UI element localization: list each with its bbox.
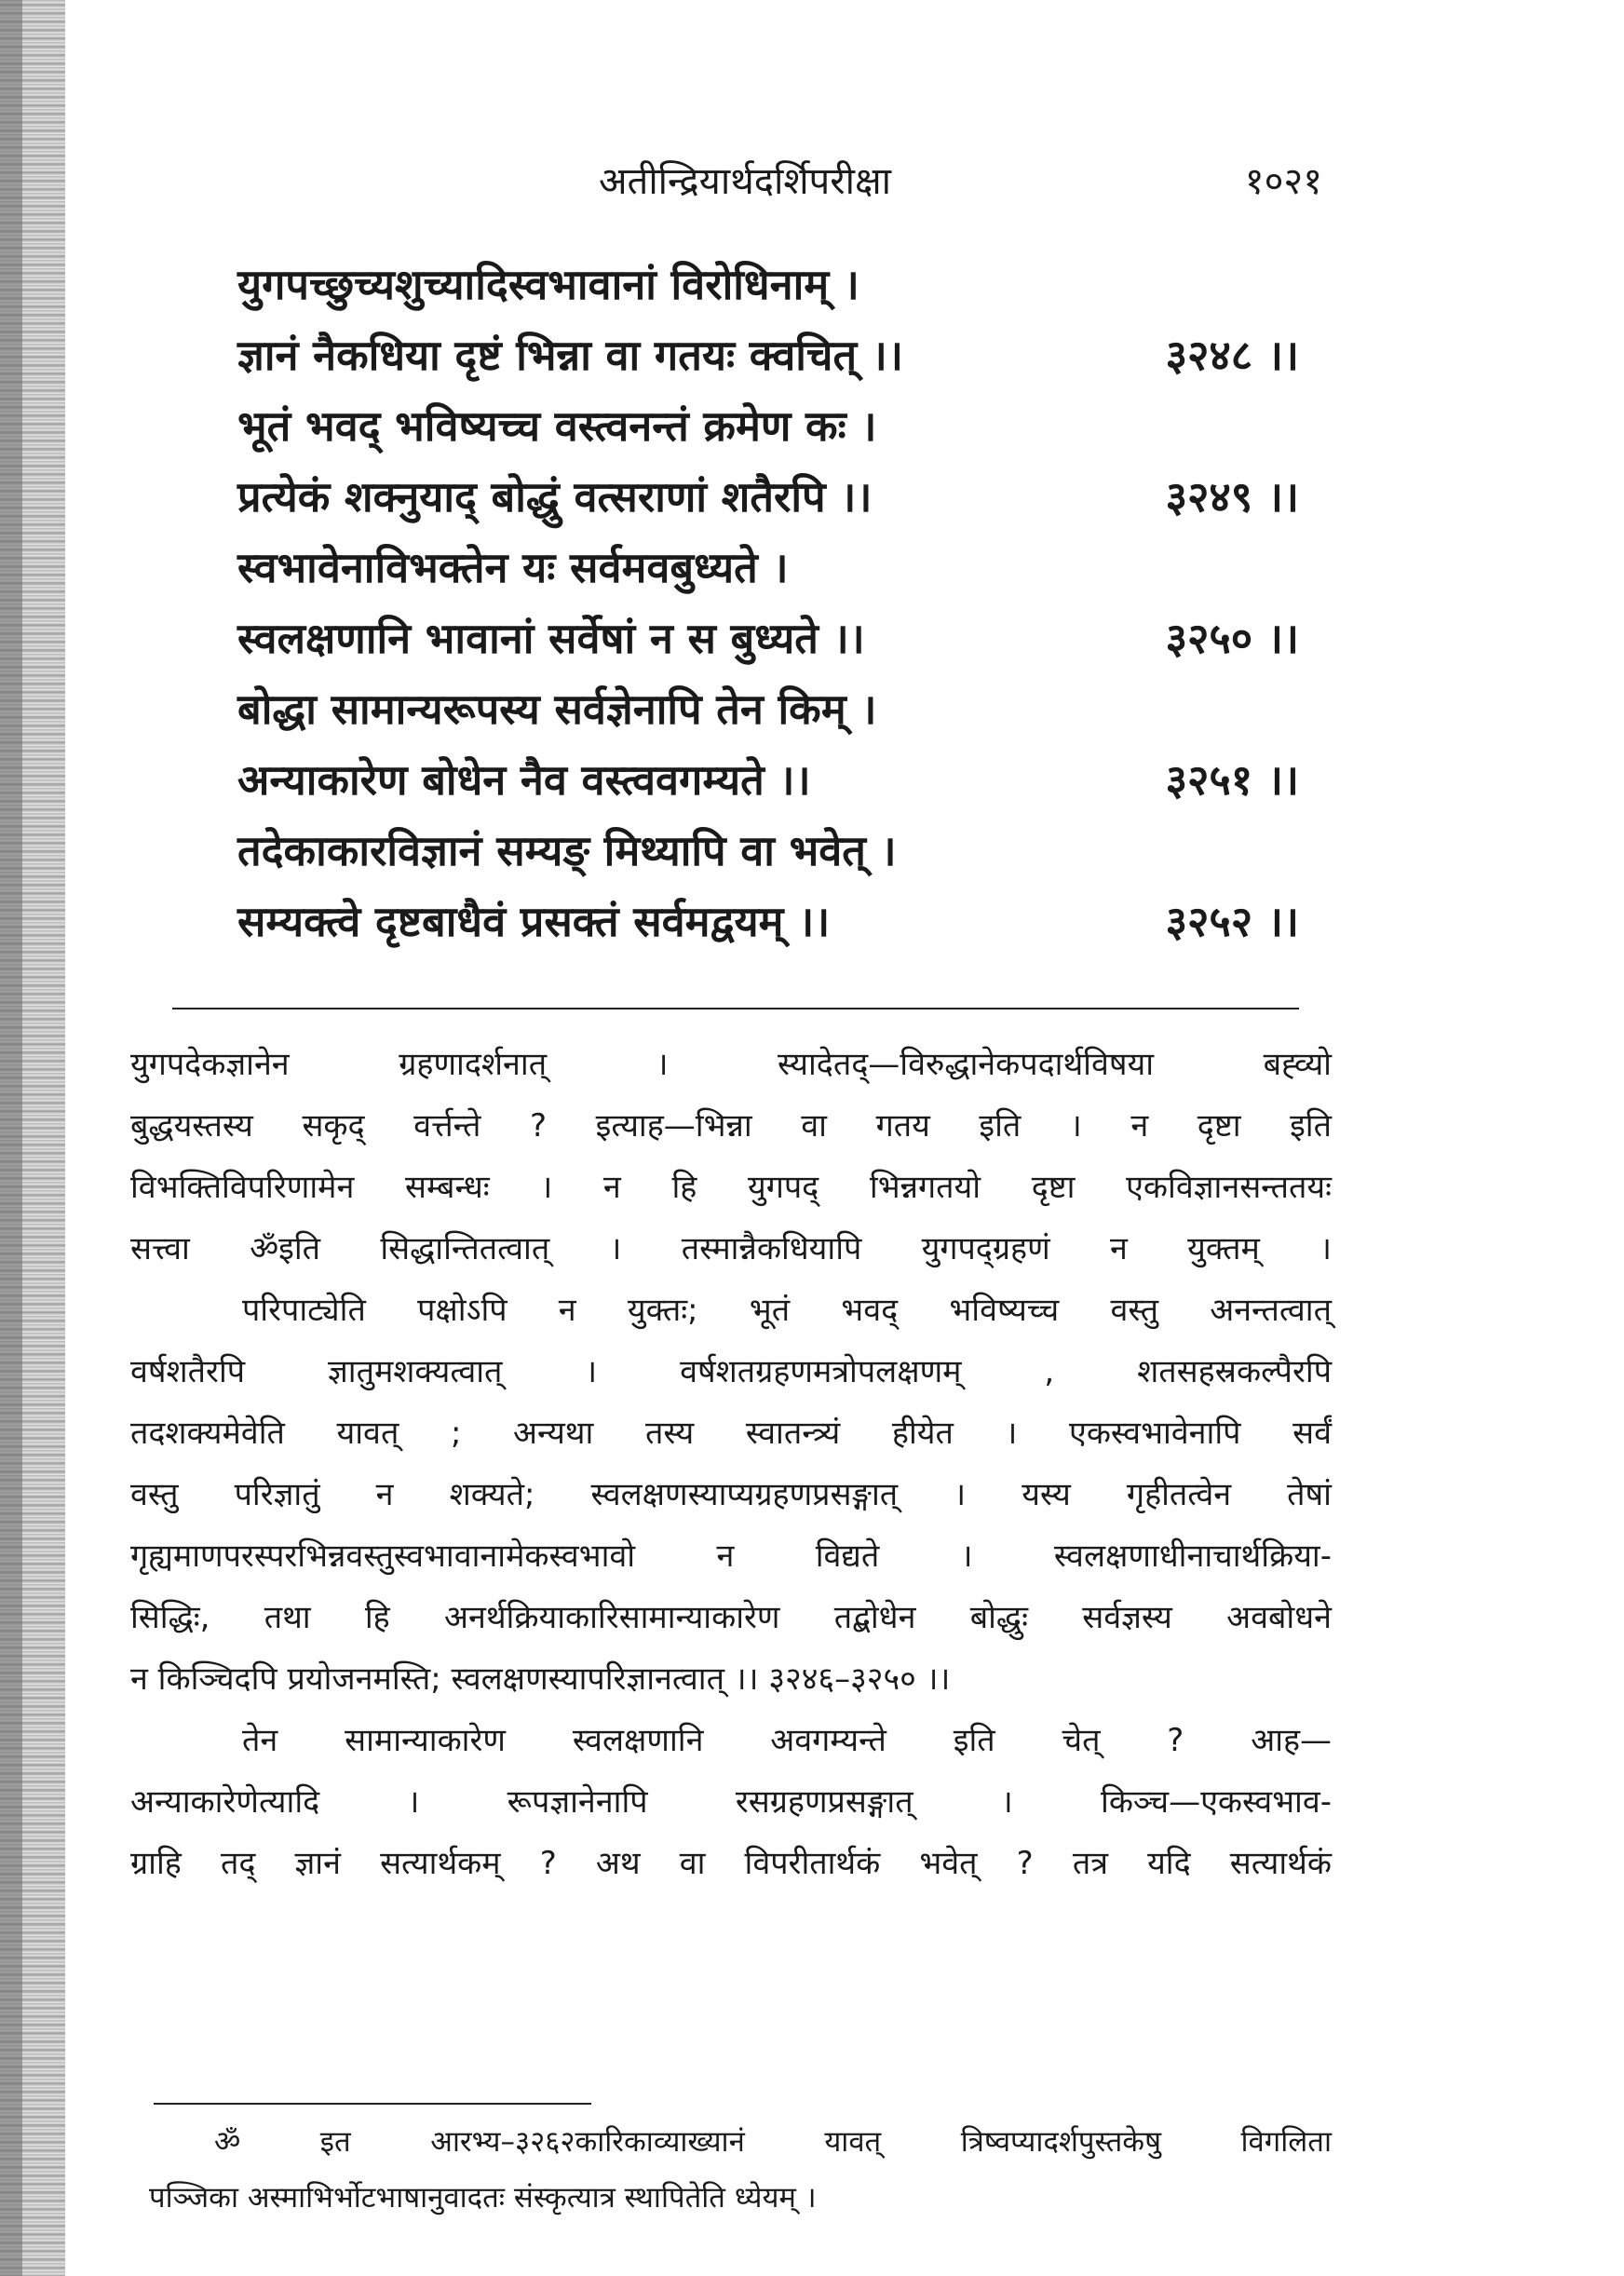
verse-line [237,887,1299,957]
commentary-line: परिपाट्येति पक्षोऽपि न युक्तः; भूतं भवद् भविष्यच्च वस्तु अनन्तत्वात् [242,1292,1332,1329]
verse-text: बोद्धा सामान्यरूपस्य सर्वज्ञेनापि तेन किम् । [237,684,877,734]
footnote-block [149,2114,1332,2226]
verse-text: स्वलक्षणानि भावानां सर्वेषां न स बुध्यते ।। [237,614,865,663]
running-header-title: अतीन्द्रियार्थदर्शिपरीक्षा [598,160,892,203]
verse-number: ३२५० ।। [1165,614,1299,663]
verse-line [237,745,1299,816]
commentary-line: गृह्यमाणपरस्परभिन्नवस्तुस्वभावानामेकस्वभावो न विद्यते । स्वलक्षणाधीनाचार्थक्रिया- [130,1538,1332,1575]
commentary-line: तेन सामान्याकारेण स्वलक्षणानि अवगम्यन्ते इति चेत् ? आह— [242,1722,1332,1759]
verse-text: स्वभावेनाविभक्तेन यः सर्वमवबुध्यते । [237,543,789,592]
commentary-line: न किञ्चिदपि प्रयोजनमस्ति; स्वलक्षणस्यापरिज्ञानत्वात् ।। ३२४६–३२५० ।। [130,1660,951,1698]
verse-line [237,674,1299,745]
verse-line [237,320,1299,391]
verse-text: तदेकाकारविज्ञानं सम्यङ् मिथ्यापि वा भवेत् । [237,826,897,875]
verse-divider [172,1008,1299,1009]
verse-line [237,462,1299,533]
commentary-line: सत्त्वा ॐइति सिद्धान्तितत्वात् । तस्मान्नैकधियापि युगपद्ग्रहणं न युक्तम् । [130,1230,1332,1267]
commentary-line: युगपदेकज्ञानेन ग्रहणादर्शनात् । स्यादेतद्—विरुद्धानेकपदार्थविषया बह्व्यो [130,1046,1332,1083]
commentary-line: विभक्तिविपरिणामेन सम्बन्धः । न हि युगपद् भिन्नगतयो दृष्टा एकविज्ञानसन्ततयः [130,1169,1332,1206]
verse-number: ३२५१ ।। [1165,755,1299,805]
verse-text: प्रत्येकं शक्नुयाद् बोद्धुं वत्सराणां शतैरपि ।। [237,472,873,522]
footnote-line: पञ्जिका अस्माभिर्भोटभाषानुवादतः संस्कृत्यात्र स्थापितेति ध्येयम् । [149,2181,817,2215]
verse-text: सम्यक्त्वे दृष्टबाधैवं प्रसक्तं सर्वमद्वयम् ।। [237,897,831,946]
commentary-line: तदशक्यमेवेति यावत् ; अन्यथा तस्य स्वातन्त्र्यं हीयेत । एकस्वभावेनापि सर्वं [130,1415,1332,1452]
verse-text: ज्ञानं नैकधिया दृष्टं भिन्ना वा गतयः क्वचित् ।। [237,331,903,380]
verse-block [237,250,1299,957]
verse-text: अन्याकारेण बोधेन नैव वस्त्ववगम्यते ।। [237,755,811,805]
verse-line [237,533,1299,603]
verse-number: ३२४८ ।। [1165,331,1299,380]
commentary-line: सिद्धिः, तथा हि अनर्थक्रियाकारिसामान्याकारेण तद्बोधेन बोद्धुः सर्वज्ञस्य अवबोधने [130,1599,1332,1636]
footnote-divider [154,2103,591,2105]
commentary-line: ग्राहि तद् ज्ञानं सत्यार्थकम् ? अथ वा विपरीतार्थकं भवेत् ? तत्र यदि सत्यार्थकं [130,1845,1332,1882]
verse-line [237,250,1299,320]
verse-line [237,391,1299,462]
verse-text: भूतं भवद् भविष्यच्च वस्त्वनन्तं क्रमेण कः । [237,401,877,451]
verse-line [237,603,1299,674]
verse-number: ३२४९ ।। [1165,472,1299,522]
commentary-line: बुद्धयस्तस्य सकृद् वर्त्तन्ते ? इत्याह—भिन्ना वा गतय इति । न दृष्टा इति [130,1107,1332,1145]
page-number: १०२१ [1244,160,1322,203]
footnote-line: ॐ इत आरभ्य–३२६२कारिकाव्याख्यानं यावत् त्रिष्वप्यादर्शपुस्तकेषु विगलिता [214,2125,1332,2159]
verse-number: ३२५२ ।। [1165,897,1299,946]
commentary-line: अन्याकारेणेत्यादि । रूपज्ञानेनापि रसग्रहणप्रसङ्गात् । किञ्च—एकस्वभाव- [130,1783,1332,1821]
commentary-line: वर्षशतैरपि ज्ञातुमशक्यत्वात् । वर्षशतग्रहणमत्रोपलक्षणम् , शतसहस्रकल्पैरपि [130,1353,1332,1390]
commentary-block [130,1034,1332,1894]
verse-text: युगपच्छुच्यशुच्यादिस्वभावानां विरोधिनाम् । [237,260,859,309]
verse-line [237,816,1299,887]
commentary-line: वस्तु परिज्ञातुं न शक्यते; स्वलक्षणस्याप्यग्रहणप्रसङ्गात् । यस्य गृहीतत्वेन तेषां [130,1476,1332,1513]
